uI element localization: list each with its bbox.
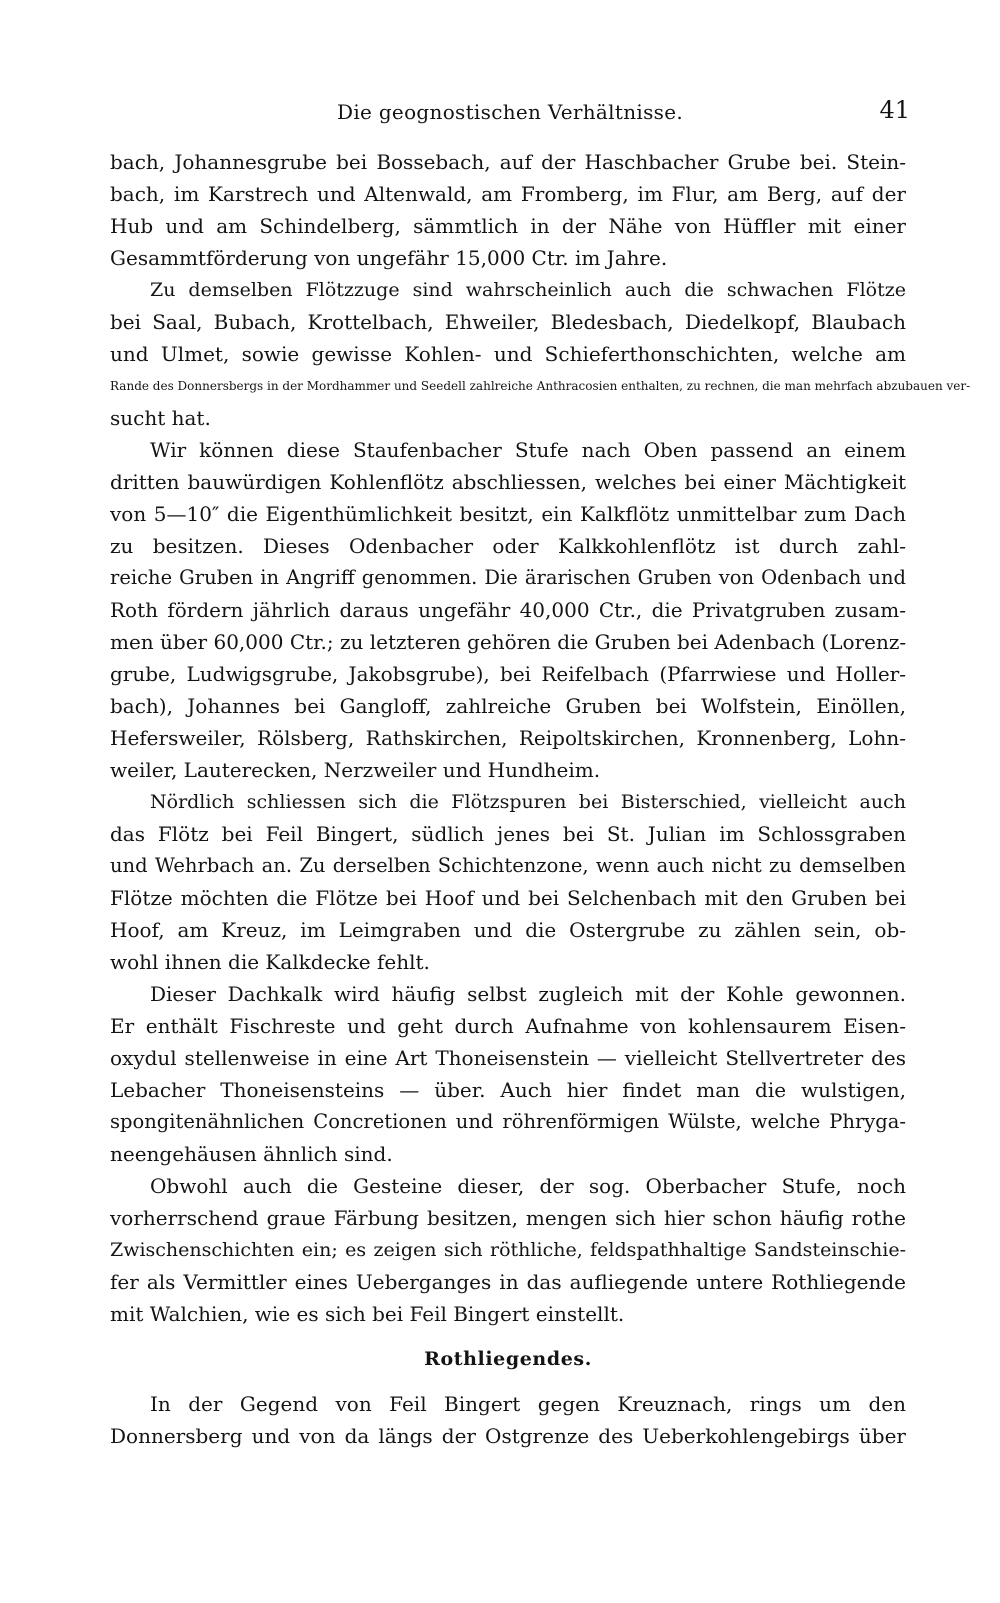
text-line: grube, Ludwigsgrube, Jakobsgrube), bei Reifelbach (Pfarrwiese und Holler- xyxy=(110,662,906,686)
text-line: Hefersweiler, Rölsberg, Rathskirchen, Reipoltskirchen, Kronnenberg, Lohn- xyxy=(110,726,906,750)
text-line: bach, im Karstrech und Altenwald, am Fromberg, im Flur, am Berg, auf der xyxy=(110,182,906,206)
running-title: Die geognostischen Verhältnisse. xyxy=(337,100,683,124)
text-line: Wir können diese Staufenbacher Stufe nach Oben passend an einem xyxy=(150,438,906,462)
text-line: Obwohl auch die Gesteine dieser, der sog. Oberbacher Stufe, noch xyxy=(150,1174,906,1198)
text-line: wohl ihnen die Kalkdecke fehlt. xyxy=(110,950,430,974)
section-heading: Rothliegendes. xyxy=(424,1348,592,1370)
text-line: Roth fördern jährlich daraus ungefähr 40,000 Ctr., die Privatgruben zusam- xyxy=(110,598,906,622)
text-line: und Ulmet, sowie gewisse Kohlen- und Schieferthonschichten, welche am xyxy=(110,342,906,366)
text-line: Flötze möchten die Flötze bei Hoof und bei Selchenbach mit den Gruben bei xyxy=(110,886,906,910)
text-line: Er enthält Fischreste und geht durch Aufnahme von kohlensaurem Eisen- xyxy=(110,1014,906,1038)
text-line: In der Gegend von Feil Bingert gegen Kreuznach, rings um den xyxy=(150,1392,906,1416)
text-line: bei Saal, Bubach, Krottelbach, Ehweiler, Bledesbach, Diedelkopf, Blaubach xyxy=(110,310,906,334)
text-line: vorherrschend graue Färbung besitzen, mengen sich hier schon häufig rothe xyxy=(110,1206,906,1230)
text-line: bach, Johannesgrube bei Bossebach, auf der Haschbacher Grube bei. Stein- xyxy=(110,150,906,174)
text-line: Donnersberg und von da längs der Ostgrenze des Ueberkohlengebirgs über xyxy=(110,1424,906,1448)
text-line: neengehäusen ähnlich sind. xyxy=(110,1142,393,1166)
text-line: Nördlich schliessen sich die Flötzspuren bei Bisterschied, vielleicht auch xyxy=(150,791,906,813)
text-line: und Wehrbach an. Zu derselben Schichtenzone, wenn auch nicht zu demselben xyxy=(110,854,906,877)
text-line: Rande des Donnersbergs in der Mordhammer und Seedell zahlreiche Anthracosien enthalten, zu rechnen, die man mehrfach abzubauen ver- xyxy=(110,379,971,393)
text-line: fer als Vermittler eines Ueberganges in das aufliegende untere Rothliegende xyxy=(110,1270,906,1294)
text-line: Gesammtförderung von ungefähr 15,000 Ctr. im Jahre. xyxy=(110,246,668,270)
text-line: Hub und am Schindelberg, sämmtlich in der Nähe von Hüffler mit einer xyxy=(110,214,906,238)
text-line: zu besitzen. Dieses Odenbacher oder Kalkkohlenflötz ist durch zahl- xyxy=(110,534,906,558)
text-line: reiche Gruben in Angriff genommen. Die ärarischen Gruben von Odenbach und xyxy=(110,566,906,589)
text-line: bach), Johannes bei Gangloff, zahlreiche Gruben bei Wolfstein, Einöllen, xyxy=(110,694,906,718)
text-line: von 5—10″ die Eigenthümlichkeit besitzt, ein Kalkflötz unmittelbar zum Dach xyxy=(110,502,906,526)
text-line: Dieser Dachkalk wird häufig selbst zugleich mit der Kohle gewonnen. xyxy=(150,982,906,1006)
text-line: Lebacher Thoneisensteins — über. Auch hier findet man die wulstigen, xyxy=(110,1078,906,1102)
text-line: spongitenähnlichen Concretionen und röhrenförmigen Wülste, welche Phryga- xyxy=(110,1110,906,1133)
body-text xyxy=(110,146,971,1452)
text-line: sucht hat. xyxy=(110,406,211,430)
text-line: Hoof, am Kreuz, im Leimgraben und die Ostergrube zu zählen sein, ob- xyxy=(110,918,906,942)
text-line: oxydul stellenweise in eine Art Thoneisenstein — vielleicht Stellvertreter des xyxy=(110,1046,906,1070)
text-line: mit Walchien, wie es sich bei Feil Bingert einstellt. xyxy=(110,1302,625,1326)
text-line: Zwischenschichten ein; es zeigen sich röthliche, feldspathhaltige Sandsteinschie- xyxy=(110,1239,906,1261)
text-line: weiler, Lauterecken, Nerzweiler und Hundheim. xyxy=(110,758,601,782)
text-line: das Flötz bei Feil Bingert, südlich jenes bei St. Julian im Schlossgraben xyxy=(110,822,906,846)
text-line: Zu demselben Flötzzuge sind wahrscheinlich auch die schwachen Flötze xyxy=(150,279,906,301)
text-line: men über 60,000 Ctr.; zu letzteren gehören die Gruben bei Adenbach (Lorenz- xyxy=(110,630,907,654)
running-head xyxy=(110,96,910,136)
text-line: dritten bauwürdigen Kohlenflötz abschliessen, welches bei einer Mächtigkeit xyxy=(110,470,906,494)
page-number: 41 xyxy=(879,96,910,124)
